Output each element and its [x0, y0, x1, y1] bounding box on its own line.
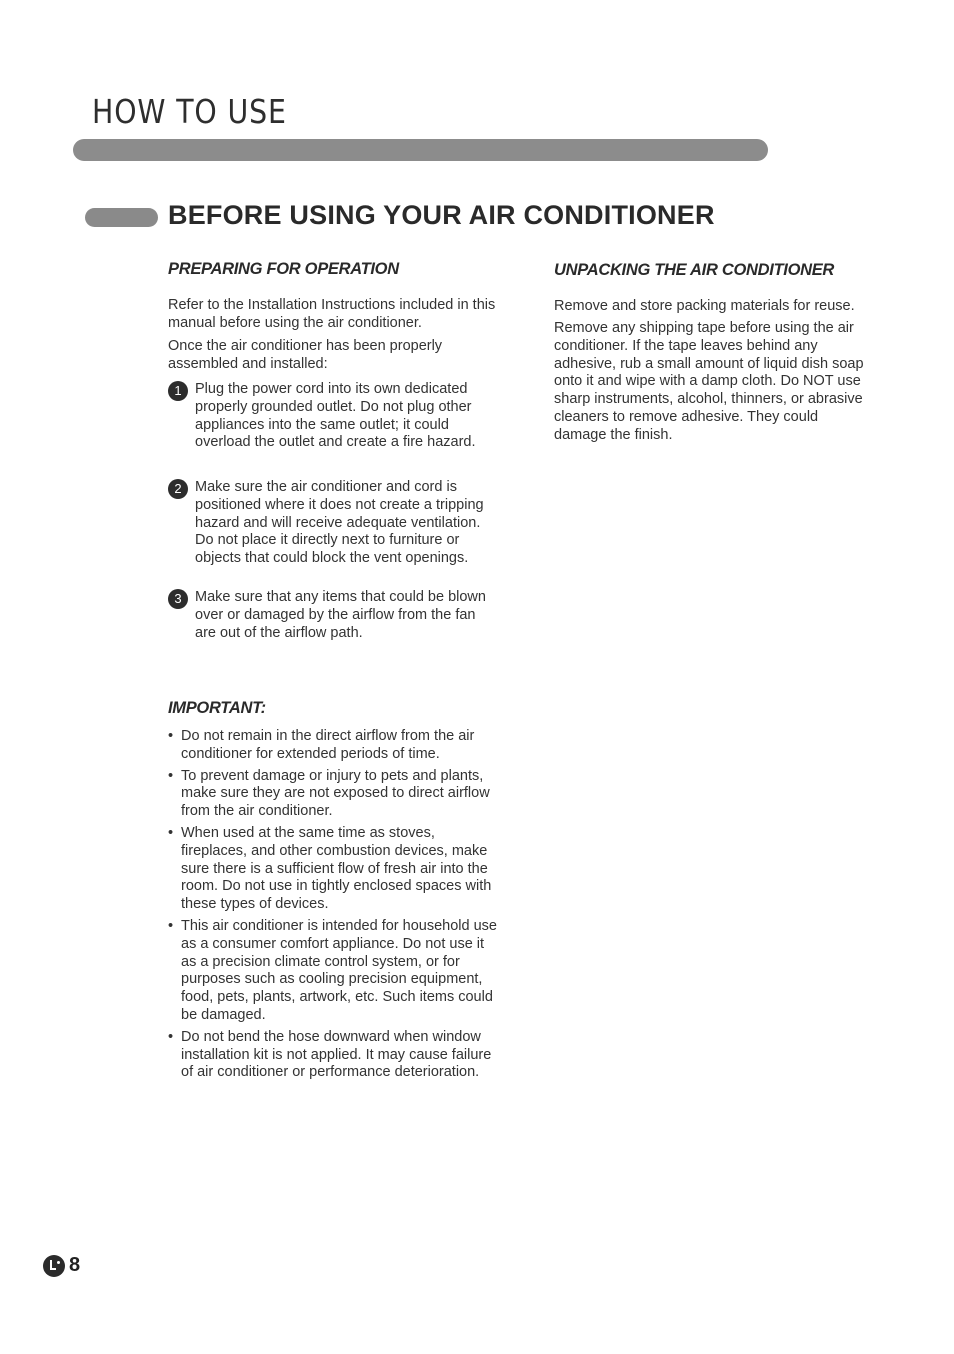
unpacking-para-2: Remove any shipping tape before using the air conditioner. If the tape leaves behind any adhesive, rub a small amount of liquid dish soap onto it and wipe with a damp cloth. Do NOT use sharp instruments, alcohol, thinners, or abrasive cleaners to remove adhesive. They could damage the finish. — [554, 320, 864, 443]
step-3 — [168, 589, 498, 642]
important-heading: IMPORTANT: — [168, 699, 266, 717]
step-number-badge: 1 — [168, 381, 188, 401]
preparing-intro-2: Once the air conditioner has been properly assembled and installed: — [168, 338, 443, 372]
step-number-badge: 2 — [168, 479, 188, 499]
page-title: BEFORE USING YOUR AIR CONDITIONER — [168, 200, 715, 230]
unpacking-para-1: Remove and store packing materials for reuse. — [554, 298, 855, 314]
step-number-badge: 3 — [168, 589, 188, 609]
list-item: • Do not bend the hose downward when window installation kit is not applied. It may cause failure of air conditioner or performance deterioration. — [168, 1029, 498, 1082]
list-item: • When used at the same time as stoves, fireplaces, and other combustion devices, make sure there is a sufficient flow of fresh air into the room. Do not use in tightly enclosed spaces with these types of devices. — [168, 825, 498, 914]
unpacking-heading: UNPACKING THE AIR CONDITIONER — [554, 261, 835, 279]
header-bar — [73, 139, 768, 161]
step-text: Make sure the air conditioner and cord is positioned where it does not create a tripping hazard and will receive adequate ventilation. Do not place it directly next to furniture or objects that could block the vent openings. — [195, 479, 484, 567]
preparing-heading: PREPARING FOR OPERATION — [168, 260, 399, 278]
step-1 — [168, 381, 498, 452]
section-header: HOW TO USE — [92, 92, 287, 131]
lg-logo-icon — [43, 1255, 65, 1277]
list-item: • This air conditioner is intended for household use as a consumer comfort appliance. Do not use it as a precision climate control system, or for purposes such as cooling precision equipment, food, pets, plants, artwork, etc. Such items could be damaged. — [168, 918, 498, 1025]
list-item: • Do not remain in the direct airflow from the air conditioner for extended periods of time. — [168, 728, 498, 764]
list-item: • To prevent damage or injury to pets and plants, make sure they are not exposed to direct airflow from the air conditioner. — [168, 768, 498, 821]
important-list — [168, 728, 498, 1086]
preparing-intro-1: Refer to the Installation Instructions included in this manual before using the air conditioner. — [168, 297, 496, 331]
page-footer — [43, 1254, 80, 1277]
title-pill-decoration — [85, 208, 158, 227]
step-2 — [168, 479, 498, 568]
step-text: Make sure that any items that could be blown over or damaged by the airflow from the fan are out of the airflow path. — [195, 589, 486, 641]
page-number: 8 — [69, 1254, 81, 1276]
step-text: Plug the power cord into its own dedicated properly grounded outlet. Do not plug other appliances into the same outlet; it could overload the outlet and create a fire hazard. — [195, 381, 476, 451]
